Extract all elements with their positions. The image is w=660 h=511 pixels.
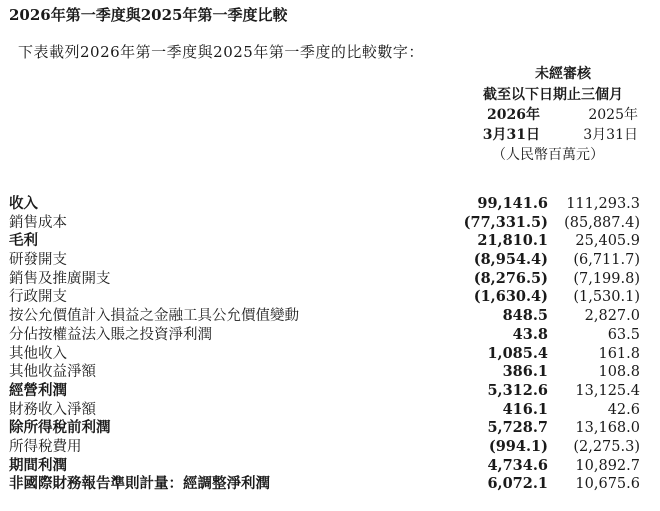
table-row xyxy=(9,438,649,457)
value-2025: 25,405.9 xyxy=(575,233,640,250)
row-label: 研發開支 xyxy=(9,252,67,269)
row-label: 非國際財務報告準則計量：經調整淨利潤 xyxy=(9,475,270,493)
row-label: 其他收益淨額 xyxy=(9,364,96,381)
value-2026: 21,810.1 xyxy=(477,232,548,250)
value-2026: 848.5 xyxy=(502,307,548,325)
value-2026: 5,728.7 xyxy=(487,419,548,437)
value-2026: 6,072.1 xyxy=(487,475,548,493)
row-label: 期間利潤 xyxy=(9,456,67,474)
value-2025: (2,275.3) xyxy=(573,438,640,455)
row-label: 按公允價值計入損益之金融工具公允價值變動 xyxy=(9,308,299,325)
value-2026: 4,734.6 xyxy=(487,456,548,474)
value-2025: 161.8 xyxy=(598,345,640,362)
value-2025: 10,675.6 xyxy=(575,476,640,493)
value-2025: (85,887.4) xyxy=(564,214,640,231)
value-2025: 108.8 xyxy=(598,364,640,381)
row-label: 其他收入 xyxy=(9,345,67,362)
table-row xyxy=(9,401,649,420)
table-row xyxy=(9,382,649,401)
table-row xyxy=(9,195,649,214)
date-2026-header: 3月31日 xyxy=(482,127,540,143)
value-2026: 1,085.4 xyxy=(487,344,548,362)
value-2026: 99,141.6 xyxy=(477,195,548,212)
table-row xyxy=(9,307,649,326)
row-label: 收入 xyxy=(9,195,38,212)
row-label: 銷售成本 xyxy=(9,214,67,231)
date-2025-header: 3月31日 xyxy=(583,127,638,143)
row-label: 分佔按權益法入賬之投資淨利潤 xyxy=(9,326,212,343)
income-statement-table xyxy=(9,195,649,494)
value-2025: (7,199.8) xyxy=(573,270,640,287)
page-title: 2026年第一季度與2025年第一季度比較 xyxy=(9,6,288,24)
value-2026: 43.8 xyxy=(512,325,548,343)
table-row xyxy=(9,270,649,289)
row-label: 毛利 xyxy=(9,232,38,250)
table-row xyxy=(9,457,649,476)
row-label: 財務收入淨額 xyxy=(9,401,96,418)
table-row xyxy=(9,251,649,270)
value-2025: (6,711.7) xyxy=(573,252,640,269)
value-2025: 2,827.0 xyxy=(584,308,640,325)
value-2025: 111,293.3 xyxy=(566,196,640,212)
value-2025: 10,892.7 xyxy=(575,457,640,474)
value-2026: 416.1 xyxy=(502,400,548,418)
year-2025-header: 2025年 xyxy=(588,107,638,123)
value-2026: (994.1) xyxy=(488,437,548,455)
value-2025: 63.5 xyxy=(607,326,640,343)
table-row xyxy=(9,475,649,494)
value-2025: 13,125.4 xyxy=(575,382,640,399)
value-2026: 386.1 xyxy=(502,363,548,381)
row-label: 銷售及推廣開支 xyxy=(9,270,111,287)
unaudited-header: 未經審核 xyxy=(535,66,591,82)
row-label: 除所得稅前利潤 xyxy=(9,419,111,437)
value-2026: (8,954.4) xyxy=(473,251,548,269)
value-2026: (8,276.5) xyxy=(473,269,548,287)
value-2026: (1,630.4) xyxy=(473,288,548,306)
table-row xyxy=(9,419,649,438)
row-label: 所得稅費用 xyxy=(9,438,82,455)
value-2025: 13,168.0 xyxy=(575,420,640,437)
table-row xyxy=(9,214,649,233)
intro-text: 下表載列2026年第一季度與2025年第一季度的比較數字： xyxy=(18,43,424,61)
table-row xyxy=(9,288,649,307)
period-header: 截至以下日期止三個月 xyxy=(483,87,623,103)
row-label: 行政開支 xyxy=(9,289,67,306)
year-2026-header: 2026年 xyxy=(487,107,540,123)
value-2025: (1,530.1) xyxy=(573,289,640,306)
value-2025: 42.6 xyxy=(607,401,640,418)
row-label: 經營利潤 xyxy=(9,381,67,399)
table-row xyxy=(9,232,649,251)
table-row xyxy=(9,326,649,345)
value-2026: (77,331.5) xyxy=(463,213,548,231)
table-row xyxy=(9,345,649,364)
unit-header: （人民幣百萬元） xyxy=(492,147,604,163)
value-2026: 5,312.6 xyxy=(487,381,548,399)
table-row xyxy=(9,363,649,382)
